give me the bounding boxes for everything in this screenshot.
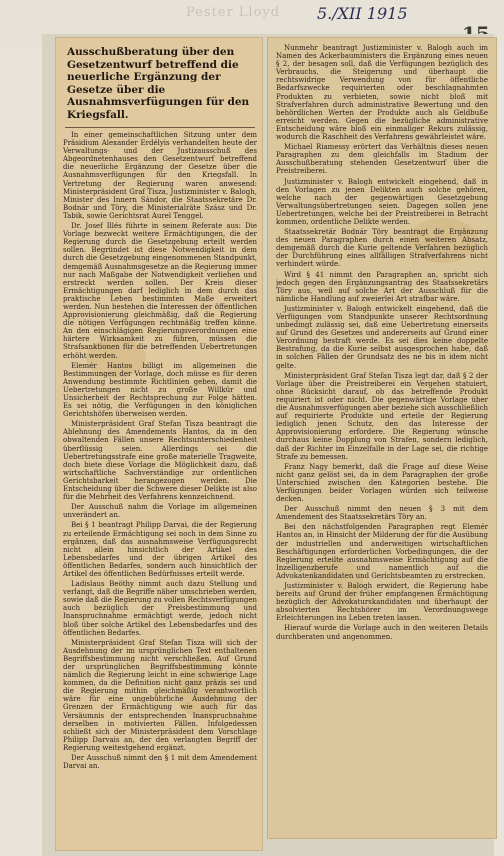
handwritten-date: 5./XII 1915 bbox=[317, 4, 408, 23]
article-headline: Ausschußberatung über den Gesetzentwurf betreffend die neuerliche Ergänzung der Gesetze über die Ausnahmsverfügungen für den Kriegsfall. bbox=[67, 46, 250, 121]
article-paragraph: In einer gemeinschaftlichen Sitzung unter dem Präsidium Alexander Erdélyis verhandelten heute der Verwaltungs- und der Justizausschuß des Abgeordnetenhauses den Gesetzentwurf betreffend die neuerliche Ergänzung der Gesetze über die Ausnahmsverfügungen für den Kriegsfall. In Vertretung der Regierung waren anwesend: Ministerpräsident Graf Tisza, Justizminister v. Balogh, Minister des Innern Sándor, die Staatssekretäre Dr. Bodnár und Töry, die Ministerialräte Szász und Dr. Tabik, sowie Gerichtsrat Aurel Tenggel. bbox=[63, 131, 257, 220]
article-paragraph: Justizminister v. Balogh entwickelt eingehend, daß die Verfügungen vom Standpunkte unserer Rechtsordnung unbedingt zulässig sei, daß eine Uebertretung einerseits auf Grund des Gesetzes und andererseits auf Grund einer Verordnung bestraft werde. Es sei dies keine doppelte Bestrafung, da die Kurie selbst ausgesprochen habe, daß in solchen Fällen der Grundsatz des ne bis in idem nicht gelte. bbox=[276, 304, 488, 370]
article-paragraph: Der Ausschuß nimmt den § 1 mit dem Amendement Darvai an. bbox=[63, 754, 257, 771]
article-paragraph: Elemér Hantos billigt im allgemeinen die Bestimmungen der Vorlage, doch müsse es für deren Anwendung bestimmte Richtlinien geben, damit die Uebertretungen nicht zu große Willkür und Unsicherheit der Rechtsprechung zur Folge hätten. Es sei nötig, die Verfügungen in den königlichen Gerichtshöfen überweisen werden. bbox=[63, 361, 257, 419]
article-paragraph: Der Ausschuß nimmt den neuen § 3 mit dem Amendement des Staatssekretärs Töry an. bbox=[276, 505, 488, 522]
article-paragraph: Dr. Josef Illés führte in seinem Referate aus: Die Vorlage bezweckt weitere Ermächtigungen, die der Regierung durch die Gesetzgebung erteilt werden sollen. Begründet ist diese Notwendigkeit in dem durch die Gesetzgebung eingenommenen Standpunkt, demgemäß Ausnahmsgesetze an die Regierung immer nur nach Maßgabe der Notwendigkeit verliehen und erstreckt werden sollen. Der Kreis dieser Ermächtigungen darf lediglich in dem durch das praktische Leben bestimmten Maße erweitert werden. Nun bestehen die Interessen der öffentlichen Approvisionierung gleichmäßig, daß die Regierung die nötigen Verfügungen rechtmäßig treffen könne. An den einschlägigen Regierungsverordnungen eine härtere Wirksamkeit zu führen, müssen die Strafsanktionen für die betreffenden Uebertretungen erhöht werden. bbox=[63, 222, 257, 360]
article-paragraph: Justizminister v. Balogh erwidert, die Regierung habe bereits auf Grund der früher empfangenen Ermächtigung bezüglich der Advokaturskandidaten und überhaupt der absolvierten Rechtshörer im Verordnungswege Erleichterungen ins Leben treten lassen. bbox=[276, 582, 488, 623]
article-paragraph: Ministerpräsident Graf Stefan Tisza legt dar, daß § 2 der Vorlage über die Preistreiberei ein Vergehen statuiert, ohne Rücksicht darauf, ob das betreffende Produkt requiriert ist oder nicht. Die gegenwärtige Vorlage über die Ausnahmsverfügungen aber beziehe sich ausschließlich auf requirierte Produkte und erteile der Regierung lediglich jenen Schutz, den das Interesse der Approvisionierung erfordere. Die Regierung wünsche durchaus keine Dopplung von Strafen, sondern lediglich, daß der Richter im Einzelfalle in der Lage sei, die richtige Strafe zu bemessen. bbox=[276, 371, 488, 461]
article-paragraph: Bei § 1 beantragt Philipp Darvai, die der Regierung zu erteilende Ermächtigung sei noch in dem Sinne zu ergänzen, daß das ausnahmsweise Verfügungsrecht nicht allein hinsichtlich der Artikel des Lebensbedarfes und der übrigen Artikel des öffentlichen Bedarfes, sondern auch hinsichtlich der Artikel des öffentlichen Bedürfnisses erteilt werde. bbox=[63, 521, 257, 578]
article-paragraph: Ladislaus Beöthy nimmt auch dazu Stellung und verlangt, daß die Begriffe näher umschrieben werden, sowie daß die Regierung zu vollen Rechtsverfügungen auch bezüglich der Preisbestimmung und Inanspruchnahme ermächtigt werde, jedoch nicht bloß über solche Artikel des Lebensbedarfes und des öffentlichen Bedarfes. bbox=[63, 580, 257, 637]
article-paragraph: Michael Riamessy erörtert das Verhältnis dieses neuen Paragraphen zu dem gleichfalls im Stadium der Ausschußberatung stehenden Gesetzentwurf über die Preistreiberei. bbox=[276, 143, 488, 176]
article-paragraph: Staatssekretär Bodnár Töry beantragt die Ergänzung des neuen Paragraphen durch einen weiteren Absatz, demgemäß durch die Kurie geltende Verfahren bezüglich der Durchführung eines allfälligen Strafverfahrens nicht verhindert würde. bbox=[276, 228, 488, 269]
newspaper-masthead-stamp: Pester Lloyd bbox=[186, 5, 281, 20]
article-paragraph: Ministerpräsident Graf Stefan Tisza will sich der Ausdehnung der im ursprünglichen Text enthaltenen Begriffsbestimmung nicht verschließen. Auf Grund der ursprünglichen Begriffsbestimmung könnte nämlich die Regierung leicht in eine schwierige Lage kommen, da die Definition nicht ganz präzis sei und die Regierung mithin gleichmäßig verantwortlich wäre für eine ungebührliche Ausdehnung der Grenzen der Ermächtigung wie auch für das Versäumnis der entsprechenden Inanspruchnahme derselben in motivierten Fällen. Infolgedessen schließt sich der Ministerpräsident dem Vorschlage Philipp Darvais an, der den verlangten Begriff der Regierung weitestgehend ergänzt. bbox=[63, 638, 257, 752]
article-paragraph: Der Ausschuß nahm die Vorlage im allgemeinen unverändert an. bbox=[63, 503, 257, 520]
article-right-column bbox=[276, 44, 488, 836]
article-paragraph: Hierauf wurde die Vorlage auch in den weiteren Details durchberaten und angenommen. bbox=[276, 624, 488, 641]
article-paragraph: Justizminister v. Balogh entwickelt eingehend, daß in den Vorlagen zu jenen Delikten auch solche gehören, welche nach der gegenwärtigen Gesetzgebung Verwaltungsübertretungen seien. Dagegen sollen jene Uebertretungen, welche bei der Preistreiberei in Betracht kommen, ordentliche Delikte werden. bbox=[276, 177, 488, 226]
article-paragraph: Bei den nächstfolgenden Paragraphen regt Elemér Hantos an, in Hinsicht der Milderung der für die Ausübung der industriellen und anderweitigen wirtschaftlichen Beschäftigungen erforderlichen Vorbedingungen, die der Regierung erteilte ausnahmsweise Ermächtigung auf die Inzelligenzberufe und namentlich auf die Advokatenkandidaten und Gerichtsbeamten zu erstrecken. bbox=[276, 523, 488, 580]
article-paragraph: Ministerpräsident Graf Stefan Tisza beantragt die Ablehnung des Amendements Hantos, da in den obwaltenden Fällen unsere Rechtsunterschiedenheit überflüssig seien. Allerdings sei die Uebertretungsstrafe eine große materielle Tragweite, doch biete diese Vorlage die Möglichkeit dazu, daß wirtschaftliche Sachverständige zur ordentlichen Gerichtsbarkeit herangezogen werden. Die Entscheidung über die Schwere dieser Delikte ist also für die Mehrheit des Verfahrens kennzeichnend. bbox=[63, 420, 257, 502]
article-paragraph: Nunmehr beantragt Justizminister v. Balogh auch im Namen des Ackerbauministers die Ergänzung eines neuen § 2, der besagen soll, daß die Verfügungen bezüglich des Verbrauchs, die Steigerung und überhaupt die rechtswidrige Verwendung von für öffentliche Bedarfszwecke requirierten oder beschlagnahmten Produkten zu verbieten, sowie nicht bloß mit Strafverfahren durch administrative Bewertung und den behördlichen Werten der Produkte auch als Geldbuße erreicht werden. Gegen die bezügliche administrative Entscheidung wäre bloß ein einmaliger Rekurs zulässig, wodurch die Raschheit des Verfahrens gewährleistet wäre. bbox=[276, 44, 488, 142]
article-left-column bbox=[63, 44, 257, 840]
divider bbox=[65, 127, 255, 128]
article-paragraph: Franz Nagy bemerkt, daß die Frage auf diese Weise nicht ganz gelöst sei, da in dem Paragraphen der große Unterschied zwischen den Kategorien bestehe. Die Verfügungen beider Vorlagen würden sich teilweise decken. bbox=[276, 462, 488, 504]
article-paragraph: Wird § 41 nimmt den Paragraphen an, spricht sich jedoch gegen den Ergänzungsantrag des Staatssekretärs Töry aus, weil auf solche Art der Ausschluß für die nämliche Handlung auf zweierlei Art strafbar wäre. bbox=[276, 270, 488, 303]
